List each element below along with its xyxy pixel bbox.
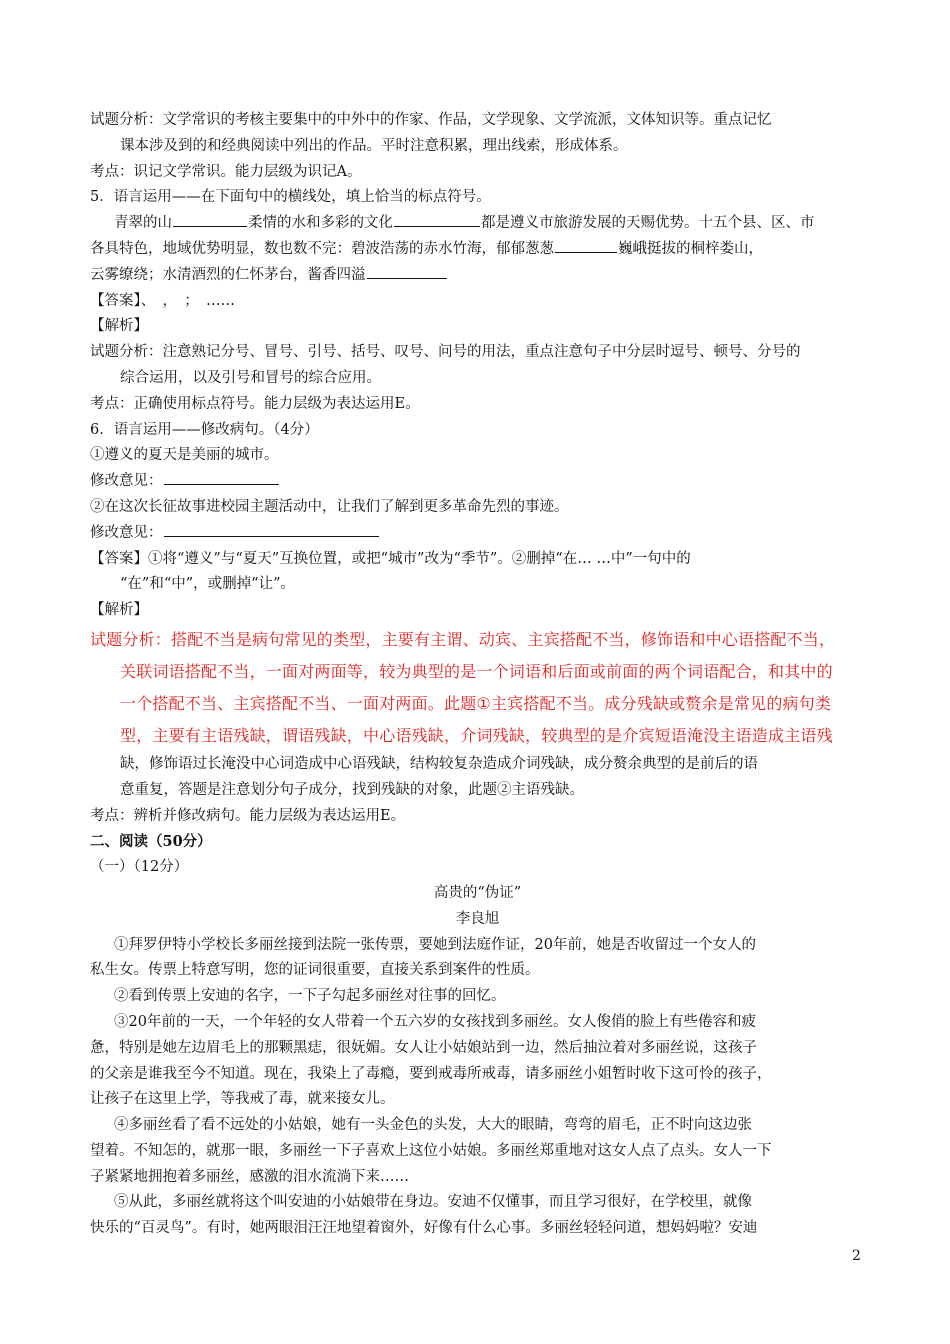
analysis-text-highlighted: 关联词语搭配不当，一面对两面等，较为典型的是一个词语和后面或前面的两个词语配合，和其中的 — [120, 661, 833, 681]
article-paragraph: 子紧紧地拥抱着多丽丝，感激的泪水流淌下来…… — [90, 1168, 409, 1185]
answer-blank — [394, 211, 480, 227]
analysis-text: 缺，修饰语过长淹没中心词造成中心语残缺，结构较复杂造成介词残缺，成分赘余典型的是前后的语 — [120, 755, 758, 772]
analysis-text: 课本涉及到的和经典阅读中列出的作品。平时注意积累，理出线索，形成体系。 — [120, 137, 628, 154]
analysis-label: 【解析】 — [90, 318, 148, 335]
analysis-label: 【解析】 — [90, 602, 148, 619]
section-heading: 二、阅读（50分） — [90, 833, 212, 851]
analysis-text: 意重复，答题是注意划分句子成分，找到残缺的对象，此题②主语残缺。 — [120, 781, 584, 798]
revision-line: 修改意见： — [90, 521, 865, 547]
article-paragraph: 的父亲是谁我至今不知道。现在，我染上了毒瘾，要到戒毒所戒毒，请多丽丝小姐暂时收下这可怜的孩子， — [90, 1065, 772, 1082]
revision-line: 修改意见： — [90, 469, 865, 495]
answer-blank — [367, 263, 447, 279]
answer-text: “在”和“中”，或删掉“让”。 — [120, 576, 295, 593]
document-page — [90, 108, 865, 1242]
analysis-text: 综合运用，以及引号和冒号的综合应用。 — [120, 369, 381, 386]
analysis-text-highlighted: 试题分析：搭配不当是病句常见的类型，主要有主谓、动宾、主宾搭配不当，修饰语和中心语搭配不当， — [90, 629, 836, 649]
article-title: 高贵的“伪证” — [433, 884, 522, 901]
article-paragraph: ⑤从此，多丽丝就将这个叫安迪的小姑娘带在身边。安迪不仅懂事，而且学习很好，在学校里，就像 — [114, 1194, 752, 1211]
answer-label: 【答案】、 ， ； …… — [90, 292, 235, 309]
exam-point: 考点：识记文学常识。能力层级为识记A。 — [90, 163, 362, 180]
subsection-heading: （一）（12分） — [90, 859, 189, 876]
answer-text: 【答案】①将“遵义”与“夏天”互换位置，或把“城市”改为“季节”。②删掉“在… …中”一句中的 — [90, 550, 691, 567]
article-paragraph: ③20年前的一天，一个年轻的女人带着一个五六岁的女孩找到多丽丝。女人俊俏的脸上有些倦容和疲 — [114, 1013, 756, 1030]
question-6-sentence-2: ②在这次长征故事进校园主题活动中，让我们了解到更多革命先烈的事迹。 — [90, 498, 569, 515]
question-5: 5．语言运用——在下面句中的横线处，填上恰当的标点符号。 — [90, 189, 491, 206]
article-paragraph: ①拜罗伊特小学校长多丽丝接到法院一张传票，要她到法庭作证，20年前，她是否收留过一个女人的 — [114, 936, 756, 953]
analysis-text: 试题分析：文学常识的考核主要集中的中外中的作家、作品，文学现象、文学流派，文体知识等。重点记忆 — [90, 112, 772, 128]
analysis-text-highlighted: 一个搭配不当、主宾搭配不当、一面对两面。此题①主宾搭配不当。成分残缺或赘余是常见的病句类 — [120, 693, 832, 713]
article-paragraph: 望着。不知怎的，就那一眼，多丽丝一下子喜欢上这位小姑娘。多丽丝郑重地对这女人点了点头。女人一下 — [90, 1142, 772, 1159]
article-paragraph: 让孩子在这里上学，等我戒了毒，就来接女儿。 — [90, 1091, 395, 1108]
answer-blank — [555, 237, 617, 253]
page-number: 2 — [852, 1248, 861, 1264]
article-paragraph: 快乐的“百灵鸟”。有时，她两眼泪汪汪地望着窗外，好像有什么心事。多丽丝轻轻问道，想妈妈啦？安迪 — [90, 1220, 758, 1237]
answer-blank — [164, 521, 379, 537]
question-6: 6．语言运用——修改病句。（4分） — [90, 421, 319, 438]
article-paragraph: 私生女。传票上特意写明，您的证词很重要，直接关系到案件的性质。 — [90, 962, 540, 979]
question-5-sentence: 青翠的山 柔情的水和多彩的文化 都是遵义市旅游发展的天赐优势。十五个县、区、市 — [90, 211, 865, 237]
answer-blank — [173, 211, 247, 227]
exam-point: 考点：正确使用标点符号。能力层级为表达运用E。 — [90, 395, 420, 412]
analysis-text-highlighted: 型，主要有主语残缺，谓语残缺，中心语残缺，介词残缺，较典型的是介宾短语淹没主语造成主语残 — [120, 725, 833, 745]
question-5-sentence: 各具特色，地域优势明显，数也数不完：碧波浩荡的赤水竹海，郁郁葱葱 巍峨挺拔的桐梓娄山， — [90, 237, 865, 263]
analysis-text: 试题分析：注意熟记分号、冒号、引号、括号、叹号、问号的用法，重点注意句子中分层时逗号、顿号、分号的 — [90, 344, 801, 361]
question-6-sentence-1: ①遵义的夏天是美丽的城市。 — [90, 447, 279, 464]
answer-blank — [164, 469, 279, 485]
article-author: 李良旭 — [455, 910, 500, 927]
article-paragraph: 惫，特别是她左边眉毛上的那颗黑痣，很妩媚。女人让小姑娘站到一边，然后抽泣着对多丽丝说，这孩子 — [90, 1039, 757, 1056]
article-paragraph: ④多丽丝看了看不远处的小姑娘，她有一头金色的头发，大大的眼睛，弯弯的眉毛，正不时向这边张 — [114, 1117, 752, 1134]
article-paragraph: ②看到传票上安迪的名字，一下子勾起多丽丝对往事的回忆。 — [114, 988, 506, 1005]
question-5-sentence: 云雾缭绕；水清酒烈的仁怀茅台，酱香四溢 — [90, 263, 865, 289]
exam-point: 考点：辨析并修改病句。能力层级为表达运用E。 — [90, 807, 406, 824]
